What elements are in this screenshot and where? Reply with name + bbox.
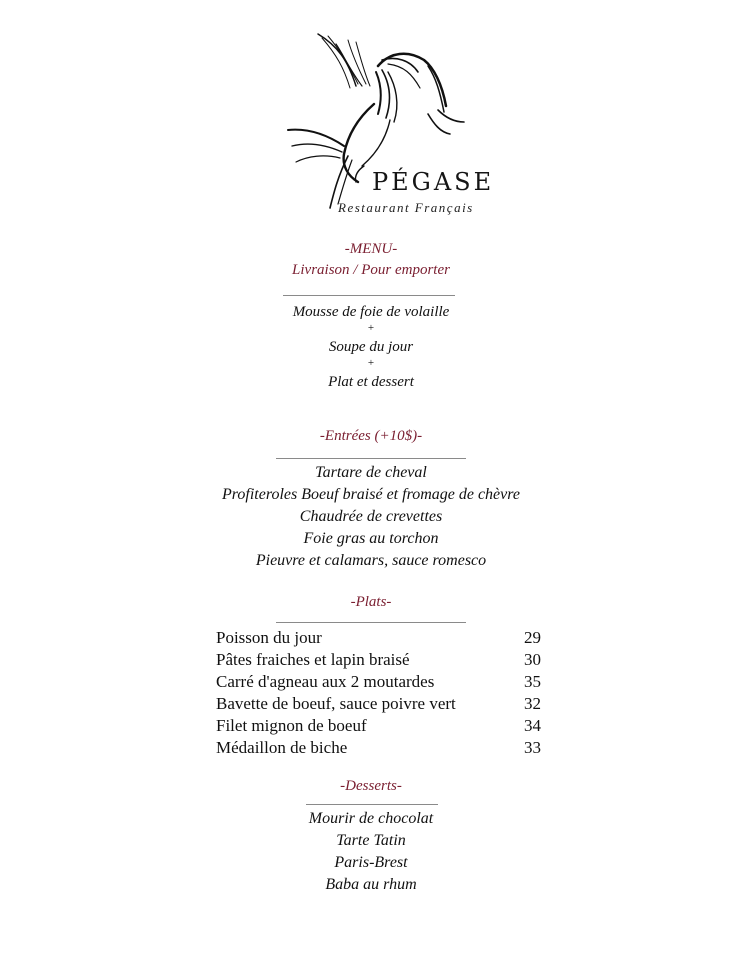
plat-name: Bavette de boeuf, sauce poivre vert xyxy=(216,694,456,713)
plat-price: 35 xyxy=(524,672,541,691)
plat-price: 33 xyxy=(524,738,541,757)
dessert-item: Mourir de chocolat xyxy=(308,810,434,827)
menu-plus: + xyxy=(367,357,375,369)
plat-row xyxy=(216,649,541,671)
entree-item: Chaudrée de crevettes xyxy=(299,508,443,525)
menu-item: Mousse de foie de volaille xyxy=(292,304,450,320)
entrees-divider xyxy=(276,458,466,459)
plat-name: Carré d'agneau aux 2 moutardes xyxy=(216,672,435,691)
plat-price: 32 xyxy=(524,694,541,713)
plat-row xyxy=(216,627,541,649)
entree-item: Profiteroles Boeuf braisé et fromage de chèvre xyxy=(222,486,520,503)
plat-name: Pâtes fraiches et lapin braisé xyxy=(216,650,410,669)
plat-price: 29 xyxy=(524,628,541,647)
menu-plus: + xyxy=(367,322,375,334)
menu-title: -MENU- xyxy=(344,241,398,257)
desserts-divider xyxy=(306,804,438,805)
dessert-item: Paris-Brest xyxy=(334,854,408,871)
plats-heading: -Plats- xyxy=(350,594,392,610)
plat-name: Poisson du jour xyxy=(216,628,322,647)
plat-row xyxy=(216,737,541,759)
entree-item: Tartare de cheval xyxy=(315,464,427,481)
desserts-list xyxy=(0,808,742,896)
plat-price: 30 xyxy=(524,650,541,669)
menu-subtitle: Livraison / Pour emporter xyxy=(292,262,450,278)
entrees-heading: -Entrées (+10$)- xyxy=(319,428,423,444)
plat-name: Médaillon de biche xyxy=(216,738,348,757)
menu-list xyxy=(0,302,742,392)
dessert-item: Baba au rhum xyxy=(325,876,417,893)
entree-item: Foie gras au torchon xyxy=(303,530,439,547)
menu-item: Plat et dessert xyxy=(328,374,414,390)
desserts-heading: -Desserts- xyxy=(340,778,402,794)
entrees-list xyxy=(0,462,742,572)
plats-divider xyxy=(276,622,466,623)
menu-divider xyxy=(283,295,455,296)
menu-item: Soupe du jour xyxy=(328,339,414,355)
brand-name: PÉGASE xyxy=(372,168,495,196)
entree-item: Pieuvre et calamars, sauce romesco xyxy=(255,552,487,569)
brand-tagline: Restaurant Français xyxy=(338,200,474,215)
plat-row xyxy=(216,671,541,693)
plats-list xyxy=(216,627,541,759)
plat-name: Filet mignon de boeuf xyxy=(216,716,367,735)
plat-price: 34 xyxy=(524,716,541,735)
plat-row xyxy=(216,693,541,715)
plat-row xyxy=(216,715,541,737)
dessert-item: Tarte Tatin xyxy=(336,832,406,849)
